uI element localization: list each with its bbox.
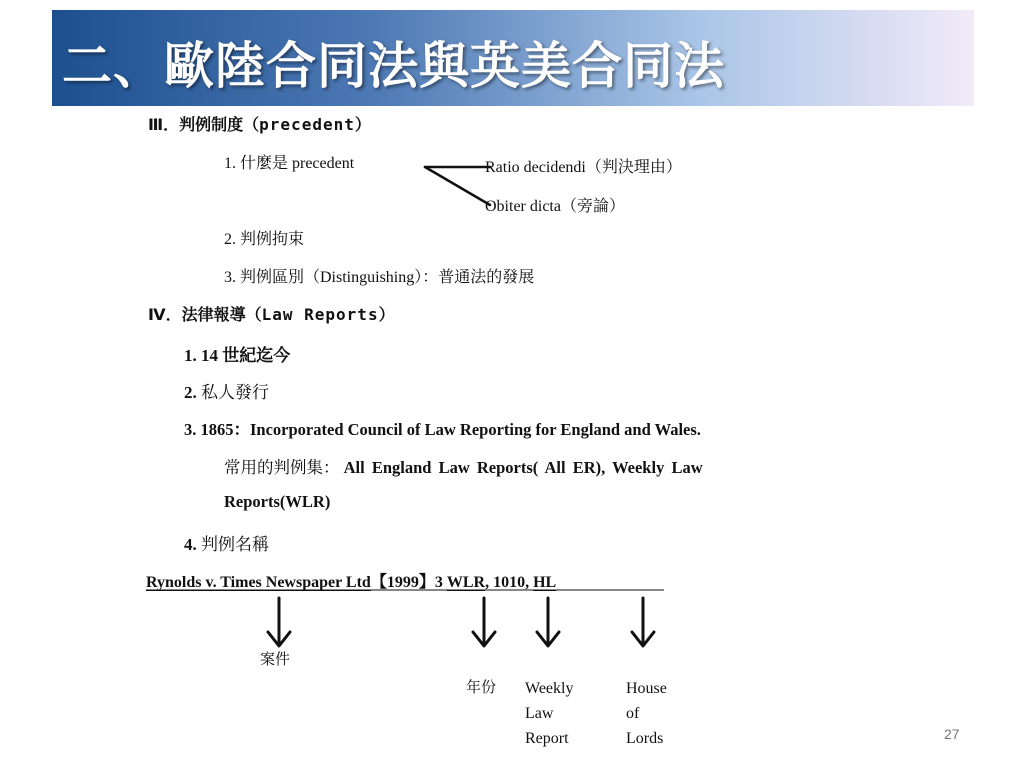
item-number: 2. [184, 383, 197, 402]
item-number: 3. [184, 420, 197, 439]
section-iv-title-cjk: 法律報導（ [181, 305, 262, 324]
item-text: 判例名稱 [201, 535, 269, 554]
label-line: Law [525, 705, 554, 722]
label-line: House [626, 680, 667, 697]
citation-court: HL [533, 574, 557, 591]
citation-year: 【1999】 [370, 574, 435, 591]
arrow-down-icon [632, 598, 654, 646]
arrow-down-icon [268, 598, 290, 646]
common-reports-text: All England Law Reports( All ER), Weekly Law [343, 458, 703, 477]
item-number: 3. [224, 269, 236, 286]
section-iv-numeral: Ⅳ． [148, 305, 182, 324]
arrow-down-icon [537, 598, 559, 646]
item-text: 什麼是 precedent [240, 155, 355, 172]
label-line: Report [525, 730, 569, 747]
item-number: 1. [184, 346, 197, 365]
label-line: Weekly [525, 680, 574, 697]
branch-ratio-decidendi: Ratio decidendi（判決理由） [485, 159, 682, 176]
item-number: 2. [224, 231, 236, 248]
section-iv-title-latin: Law Reports [261, 305, 379, 324]
label-line: Lords [626, 730, 664, 747]
branch-line-obiter [425, 167, 490, 205]
item-text: 私人發行 [201, 383, 269, 402]
common-reports-label: 常用的判例集： [224, 458, 340, 477]
item-text: 判例拘束 [240, 231, 305, 248]
branch-obiter-dicta: Obiter dicta（旁論） [485, 198, 625, 215]
section-iii-numeral: Ⅲ． [148, 115, 180, 134]
section-iii-title-cjk: 判例制度（ [179, 115, 260, 134]
label-case: 案件 [260, 652, 291, 668]
label-line: of [626, 705, 640, 722]
common-reports-cont: Reports(WLR) [224, 492, 331, 511]
item-text: 14 世紀迄今 [201, 346, 291, 365]
section-iii-title-close: ） [354, 115, 371, 134]
citation-case-name: Rynolds v. Times Newspaper Ltd [146, 574, 371, 591]
item-text: 判例區別（Distinguishing）：普通法的發展 [240, 269, 535, 286]
citation-report: WLR [446, 574, 486, 591]
section-iii-title-latin: precedent [259, 115, 355, 134]
citation-page: , 1010, [485, 574, 530, 591]
item-number: 4. [184, 535, 197, 554]
slide-title: 二、歐陸合同法與英美合同法 [62, 37, 725, 95]
section-iv-title-close: ） [378, 305, 395, 324]
page-number: 27 [944, 726, 960, 742]
arrow-down-icon [473, 598, 495, 646]
item-text: 1865：Incorporated Council of Law Reporting for England and Wales. [200, 420, 701, 439]
label-year: 年份 [466, 680, 497, 696]
item-number: 1. [224, 155, 236, 172]
citation-volume: 3 [434, 574, 443, 591]
